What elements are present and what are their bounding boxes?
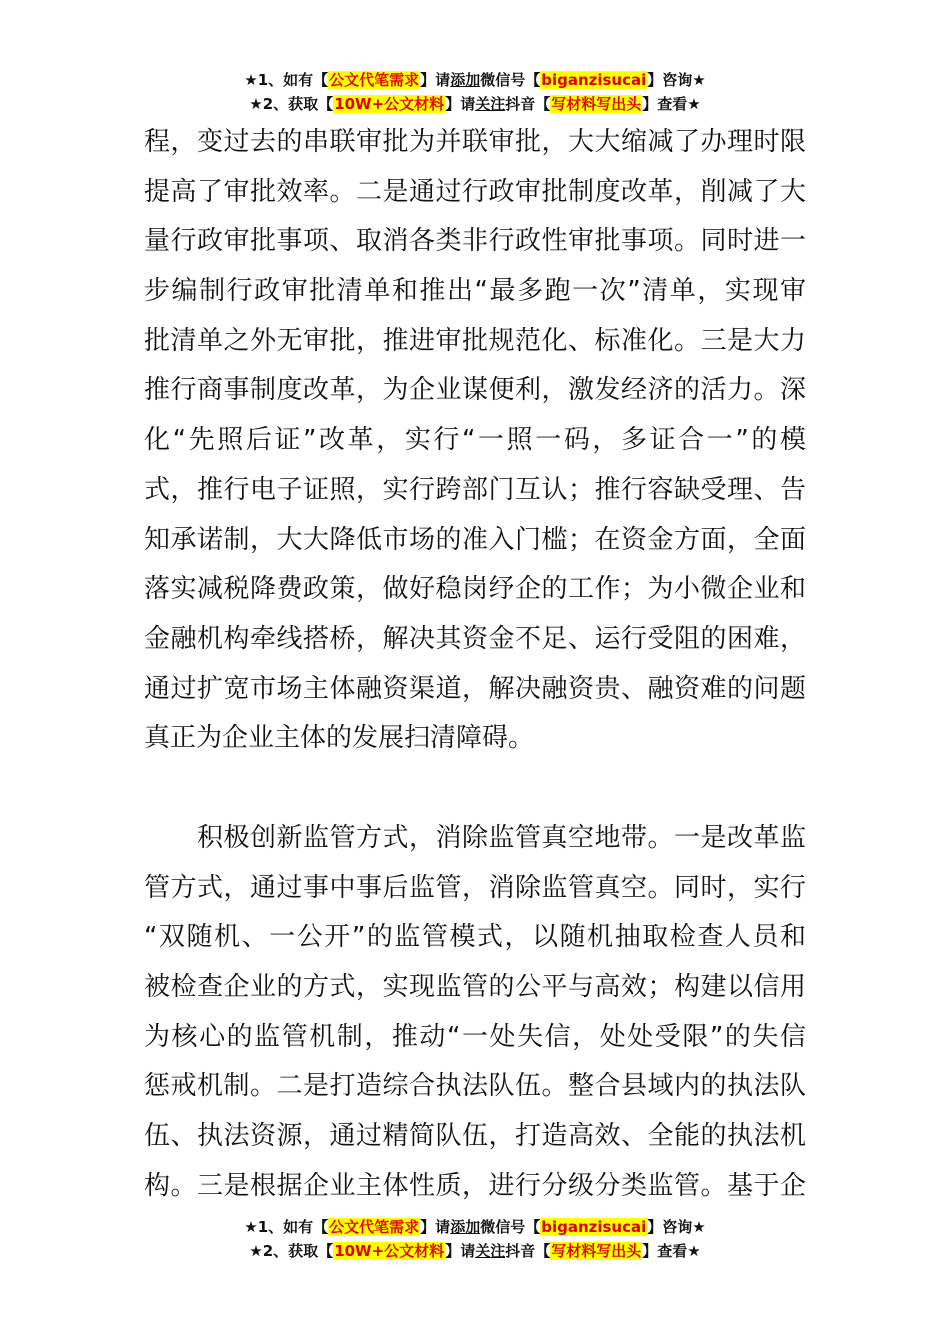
paragraph-2 — [144, 814, 806, 1212]
highlight-materials: 10W+公文材料 — [334, 95, 445, 113]
text-line: 知承诺制，大大降低市场的准入门槛；在资金方面，全面 — [144, 524, 806, 555]
text-line: 量行政审批事项、取消各类非行政性审批事项。同时进一 — [144, 226, 806, 257]
banner-underlined-text: 关注 — [475, 1242, 506, 1260]
highlight-service: 公文代笔需求 — [329, 71, 420, 89]
text-line: 为核心的监管机制，推动“一处失信，处处受限”的失信 — [144, 1021, 806, 1052]
text-line: 提高了审批效率。二是通过行政审批制度改革，削减了大 — [144, 176, 806, 207]
banner-text: ★1、如有【 — [244, 71, 329, 89]
banner-text: 】咨询★ — [647, 71, 706, 89]
banner-line-2 — [0, 1239, 950, 1263]
text-line: 构。三是根据企业主体性质，进行分级分类监管。基于企 — [144, 1170, 806, 1201]
footer-banner — [0, 1215, 950, 1263]
banner-text: 】请 — [420, 71, 451, 89]
text-line: 积极创新监管方式，消除监管真空地带。一是改革监 — [144, 823, 806, 853]
banner-text: 微信号【 — [480, 71, 541, 89]
text-line: 管方式，通过事中事后监管，消除监管真空。同时，实行 — [144, 872, 806, 903]
banner-text: 】请 — [420, 1218, 451, 1236]
highlight-wechat-id: biganzisucai — [541, 1218, 647, 1236]
banner-text: 抖音【 — [505, 1242, 551, 1260]
text-line: 通过扩宽市场主体融资渠道，解决融资贵、融资难的问题 — [144, 673, 806, 704]
banner-line-1 — [0, 68, 950, 92]
text-line: 伍、执法资源，通过精简队伍，打造高效、全能的执法机 — [144, 1121, 806, 1152]
text-line: 金融机构牵线搭桥，解决其资金不足、运行受阻的困难， — [144, 623, 806, 654]
banner-line-2 — [0, 92, 950, 116]
banner-underlined-text: 关注 — [475, 95, 506, 113]
highlight-materials: 10W+公文材料 — [334, 1242, 445, 1260]
banner-underlined-text: 添加 — [450, 1218, 481, 1236]
text-line: 步编制行政审批清单和推出“最多跑一次”清单，实现审 — [144, 276, 806, 307]
text-line: 惩戒机制。二是打造综合执法队伍。整合县域内的执法队 — [144, 1071, 806, 1102]
banner-line-1 — [0, 1215, 950, 1239]
banner-text: 】查看★ — [642, 1242, 701, 1260]
banner-text: ★2、获取【 — [249, 1242, 334, 1260]
text-line: 落实减税降费政策，做好稳岗纾企的工作；为小微企业和 — [144, 574, 806, 605]
highlight-service: 公文代笔需求 — [329, 1218, 420, 1236]
header-banner — [0, 68, 950, 116]
banner-text: 抖音【 — [505, 95, 551, 113]
highlight-douyin-account: 写材料写出头 — [551, 95, 642, 113]
banner-text: 微信号【 — [480, 1218, 541, 1236]
text-line: 化“先照后证”改革，实行“一照一码，多证合一”的模 — [144, 425, 806, 456]
text-line: 式，推行电子证照，实行跨部门互认；推行容缺受理、告 — [144, 474, 806, 505]
highlight-douyin-account: 写材料写出头 — [551, 1242, 642, 1260]
text-line: 程，变过去的串联审批为并联审批，大大缩减了办理时限 — [144, 127, 806, 157]
banner-underlined-text: 添加 — [450, 71, 481, 89]
highlight-wechat-id: biganzisucai — [541, 71, 647, 89]
text-line: “双随机、一公开”的监管模式，以随机抽取检查人员和 — [144, 922, 806, 953]
text-line: 被检查企业的方式，实现监管的公平与高效；构建以信用 — [144, 972, 806, 1003]
banner-text: 】请 — [445, 1242, 476, 1260]
banner-text: ★1、如有【 — [244, 1218, 329, 1236]
banner-text: 】咨询★ — [647, 1218, 706, 1236]
paragraph-1 — [144, 118, 806, 764]
banner-text: 】查看★ — [642, 95, 701, 113]
banner-text: ★2、获取【 — [249, 95, 334, 113]
text-line: 批清单之外无审批，推进审批规范化、标准化。三是大力 — [144, 325, 806, 356]
text-line: 真正为企业主体的发展扫清障碍。 — [144, 723, 535, 754]
banner-text: 】请 — [445, 95, 476, 113]
text-line: 推行商事制度改革，为企业谋便利，激发经济的活力。深 — [144, 375, 806, 406]
